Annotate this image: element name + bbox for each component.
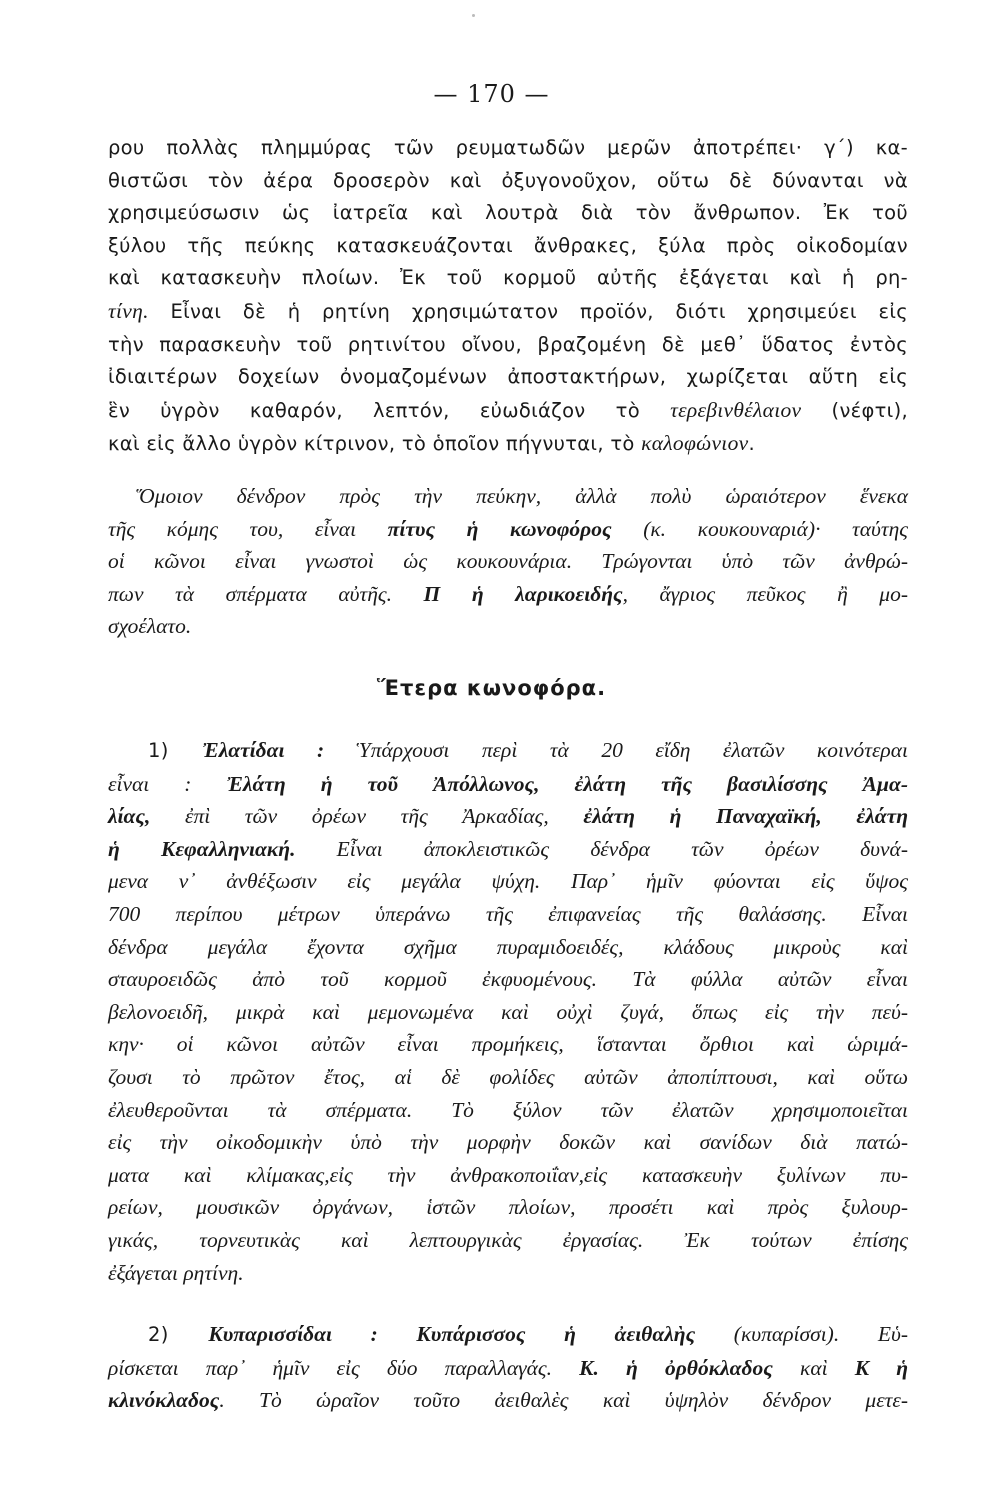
text-run: ρίσκεται παρ᾽ ἡμῖν εἰς δύο παραλλαγάς. <box>108 1355 580 1380</box>
page-number: — 170 — <box>433 80 550 108</box>
term-bold: πίτυς ἡ κωνοφόρος <box>387 516 612 541</box>
text-line: οἱ κῶνοι εἶναι γνωστοὶ ὡς κουκουνάρια. Τρώγονται ὑπὸ τῶν ἀνθρώ- <box>108 549 908 574</box>
text-line <box>108 295 908 329</box>
text-run: τῆς κόμης του, εἶναι <box>108 516 388 541</box>
term-bold: λίας, <box>108 804 151 829</box>
text-run: ἓν ὑγρὸν καθαρόν, λεπτόν, εὐωδιάζον τὸ <box>108 398 671 422</box>
term-italic: τίνη. <box>108 298 149 323</box>
text-line: ζουσι τὸ πρῶτον ἔτος, αἱ δὲ φολίδες αὐτῶν ἀποπίπτουσι, καὶ οὕτω <box>108 1064 908 1089</box>
term-bold: Κυπαρισσίδαι : Κυπάρισσος ἡ ἀειθαλὴς <box>208 1322 696 1346</box>
term-bold: Π ἡ λαρικοειδής <box>423 581 623 606</box>
text-line: καὶ κατασκευὴν πλοίων. Ἐκ τοῦ κορμοῦ αὐτῆς ἐξάγεται καὶ ἡ ρη- <box>108 266 908 290</box>
text-line: ἐλευθεροῦνται τὰ σπέρματα. Τὸ ξύλον τῶν ἐλατῶν χρησιμοποιεῖται <box>108 1097 908 1122</box>
text-run: . Τὸ ὡραῖον τοῦτο ἀειθαλὲς καὶ ὑψηλὸν δένδρον μετε- <box>219 1388 908 1413</box>
text-run: ἐπὶ τῶν ὀρέων τῆς Ἀρκαδίας, <box>150 804 584 829</box>
text-run: 1) <box>148 739 203 762</box>
scan-speck <box>472 14 475 17</box>
term-italic: καλοφώνιον <box>641 431 749 456</box>
text-line: δένδρα μεγάλα ἔχοντα σχῆμα πυραμιδοειδές, κλάδους μικροὺς καὶ <box>108 934 908 959</box>
text-line: ἰδιαιτέρων δοχείων ὀνομαζομένων ἀποστακτήρων, χωρίζεται αὕτη εἰς <box>108 365 908 389</box>
text-run: (νέφτι), <box>801 398 908 422</box>
text-run: Εἶναι ἀποκλειστικῶς δένδρα τῶν ὀρέων δυνά- <box>295 836 908 861</box>
term-bold: ἐλάτη ἡ Παναχαϊκή, ἐλάτη <box>583 804 908 829</box>
text-line: σχοέλατο. <box>108 614 192 639</box>
term-bold: Ἐλατίδαι : <box>202 738 325 762</box>
text-line: ρου πολλὰς πλημμύρας τῶν ρευματωδῶν μερῶν ἀποτρέπει· γ΄) κα- <box>108 136 908 159</box>
text-run: εἶναι : <box>108 771 227 796</box>
text-run: Ὑπάρχουσι περὶ τὰ 20 εἴδη ἐλατῶν κοινότεραι <box>324 738 909 762</box>
text-line <box>108 1352 908 1385</box>
text-line: γικάς, τορνευτικὰς καὶ λεπτουργικὰς ἐργασίας. Ἐκ τούτων ἐπίσης <box>108 1227 908 1252</box>
section-heading: Ἕτερα κωνοφόρα. <box>376 676 607 700</box>
text-line: ματα καὶ κλίμακας,εἰς τὴν ἀνθρακοποιΐαν,εἰς κατασκευὴν ξυλίνων πυ- <box>108 1162 908 1187</box>
paragraph-pitys <box>108 480 908 643</box>
text-line: ἐξάγεται ρητίνη. <box>108 1260 244 1285</box>
text-line: μενα ν᾽ ἀνθέξωσιν εἰς μεγάλα ψύχη. Παρ᾽ ἡμῖν φύονται εἰς ὕψος <box>108 869 908 894</box>
text-line: βελονοειδῆ, μικρὰ καὶ μεμονωμένα καὶ οὐχὶ ζυγά, ὅπως εἰς τὴν πεύ- <box>108 999 908 1024</box>
text-run: 2) <box>148 1323 209 1346</box>
term-bold: ἡ Κεφαλληνιακή. <box>108 836 296 861</box>
text-line: χρησιμεύσωσιν ὡς ἰατρεῖα καὶ λουτρὰ διὰ τὸν ἄνθρωπον. Ἐκ τοῦ <box>108 201 908 225</box>
text-line <box>108 768 908 801</box>
text-run: πων τὰ σπέρματα αὐτῆς. <box>108 581 424 606</box>
text-line <box>108 734 908 768</box>
text-line <box>108 427 908 461</box>
text-line <box>108 833 908 866</box>
text-run: Εἶναι δὲ ἡ ρητίνη χρησιμώτατον προϊόν, διότι χρησιμεύει εἰς <box>148 299 908 323</box>
text-line <box>108 394 908 428</box>
text-line: ξύλου τῆς πεύκης κατασκευάζονται ἄνθρακες, ξύλα πρὸς οἰκοδομίαν <box>108 233 908 257</box>
text-line <box>108 513 908 546</box>
text-run: (κυπαρίσσι). Εὑ- <box>695 1322 908 1346</box>
text-run: . <box>748 432 755 456</box>
term-bold: Ἐλάτη ἡ τοῦ Ἀπόλλωνος, ἐλάτη τῆς βασιλίσσης Ἀμα- <box>226 771 908 796</box>
term-italic: τερεβινθέλαιον <box>670 397 802 422</box>
term-bold: κλινόκλαδος <box>108 1388 220 1413</box>
paragraph-kyparissidai <box>108 1318 908 1417</box>
text-line: 700 περίπου μέτρων ὑπεράνω τῆς ἐπιφανείας τῆς θαλάσσης. Εἶναι <box>108 901 908 926</box>
text-line: θιστῶσι τὸν ἀέρα δροσερὸν καὶ ὀξυγονοῦχον, οὕτω δὲ δύνανται νὰ <box>108 168 908 192</box>
text-line <box>108 578 908 611</box>
text-run: (κ. κουκουναριά)· ταύτης <box>611 516 908 541</box>
text-line <box>108 800 908 833</box>
text-line: εἰς τὴν οἰκοδομικὴν ὑπὸ τὴν μορφὴν δοκῶν καὶ σανίδων διὰ πατώ- <box>108 1130 908 1155</box>
text-run: καὶ <box>772 1355 855 1380</box>
text-line: Ὅμοιον δένδρον πρὸς τὴν πεύκην, ἀλλὰ πολὺ ὡραιότερον ἕνεκα <box>136 484 908 508</box>
text-line: τὴν παρασκευὴν τοῦ ρητινίτου οἴνου, βραζομένη δὲ μεθ᾽ ὕδατος ἐντὸς <box>108 332 908 356</box>
term-bold: Κ ἡ <box>854 1355 909 1380</box>
text-run: , ἄγριος πεῦκος ἢ μο- <box>622 581 908 606</box>
text-line: κην· οἱ κῶνοι αὐτῶν εἶναι προμήκεις, ἵστανται ὄρθιοι καὶ ὡριμά- <box>108 1032 908 1057</box>
text-line: ρείων, μουσικῶν ὀργάνων, ἱστῶν πλοίων, προσέτι καὶ πρὸς ξυλουρ- <box>108 1195 908 1220</box>
paragraph-pine-uses <box>108 132 908 461</box>
text-line: σταυροειδῶς ἀπὸ τοῦ κορμοῦ ἐκφυομένους. Τὰ φύλλα αὐτῶν εἶναι <box>108 967 908 992</box>
text-run: καὶ εἰς ἄλλο ὑγρὸν κίτρινον, τὸ ὁποῖον πήγνυται, τὸ <box>108 432 642 456</box>
term-bold: Κ. ἡ ὀρθόκλαδος <box>579 1355 773 1380</box>
paragraph-elatidai <box>108 734 908 1289</box>
text-line <box>108 1384 908 1417</box>
text-line <box>108 1318 908 1352</box>
